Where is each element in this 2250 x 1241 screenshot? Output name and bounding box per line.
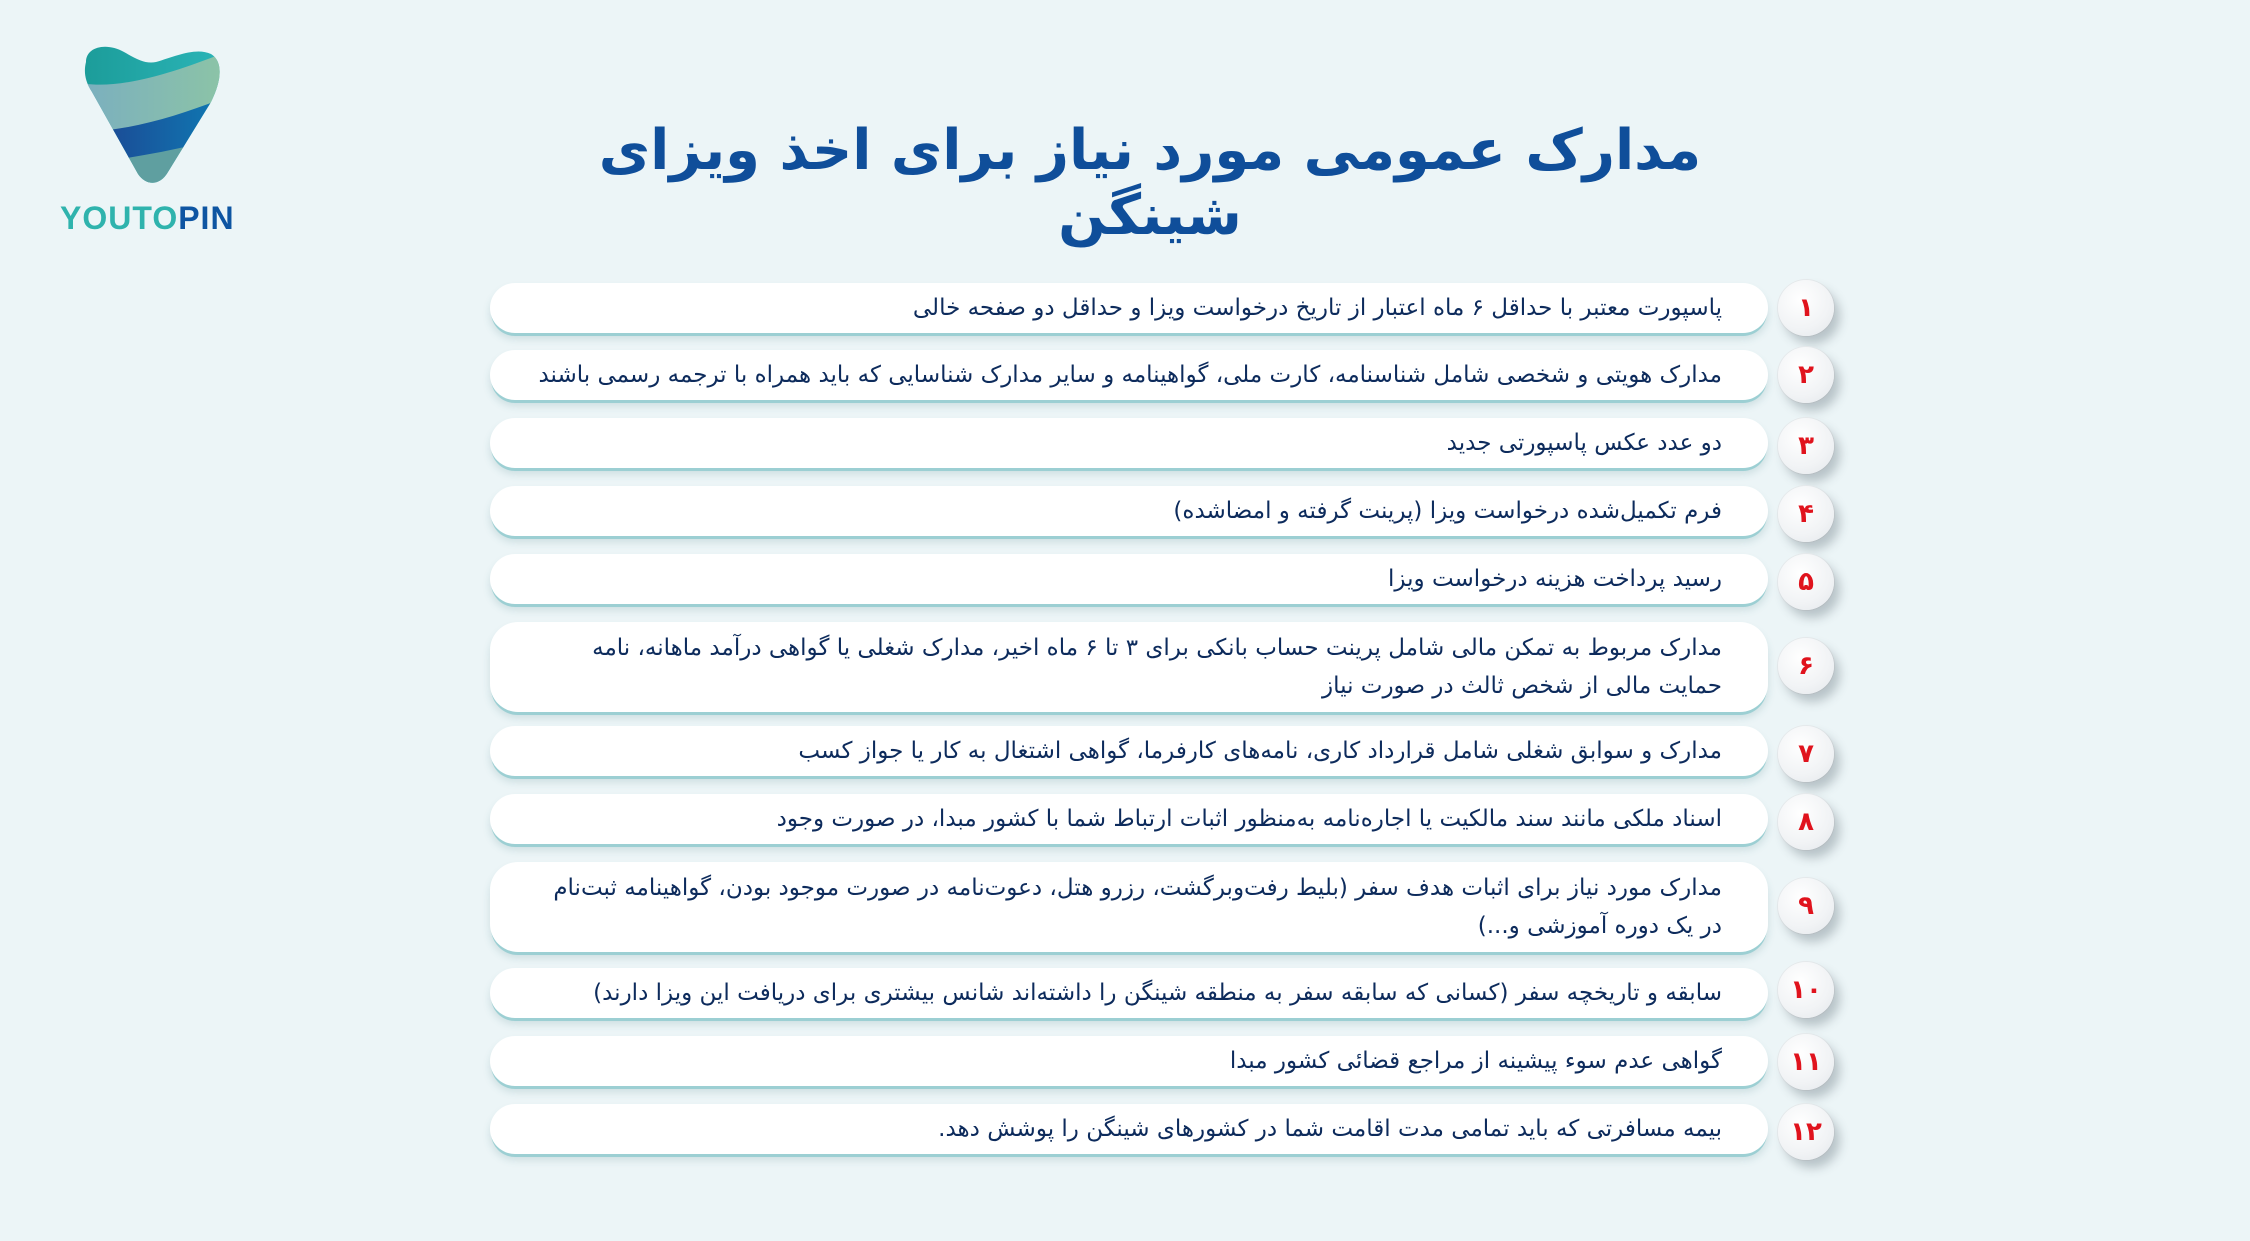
heart-v-icon — [76, 42, 226, 192]
item-number-badge: ۹ — [1778, 878, 1834, 934]
item-pill — [490, 350, 1768, 400]
item-text: مدارک مربوط به تمکن مالی شامل پرینت حساب بانکی برای ۳ تا ۶ ماه اخیر، مدارک شغلی یا گواهی درآمد ماهانه، نامه حمایت مالی از شخص ثالث در صورت نیاز — [592, 635, 1722, 699]
item-number-badge: ۱۰ — [1778, 962, 1834, 1018]
item-pill — [490, 862, 1768, 952]
item-text: دو عدد عکس پاسپورتی جدید — [1446, 430, 1722, 456]
item-text: پاسپورت معتبر با حداقل ۶ ماه اعتبار از تاریخ درخواست ویزا و حداقل دو صفحه خالی — [912, 295, 1722, 321]
item-number-badge: ۱۲ — [1778, 1104, 1834, 1160]
item-pill — [490, 726, 1768, 776]
item-text: مدارک هویتی و شخصی شامل شناسنامه، کارت ملی، گواهینامه و سایر مدارک شناسایی که باید همراه با ترجمه رسمی باشند — [538, 362, 1722, 388]
item-text: اسناد ملکی مانند سند مالکیت یا اجاره‌نامه به‌منظور اثبات ارتباط شما با کشور مبدا، در صورت وجود — [776, 806, 1722, 832]
list-item — [490, 486, 1890, 536]
item-text: رسید پرداخت هزینه درخواست ویزا — [1388, 566, 1722, 592]
item-number-badge: ۱ — [1778, 280, 1834, 336]
item-pill — [490, 968, 1768, 1018]
item-number-badge: ۱۱ — [1778, 1034, 1834, 1090]
item-pill — [490, 794, 1768, 844]
item-number-badge: ۸ — [1778, 794, 1834, 850]
item-pill — [490, 1104, 1768, 1154]
list-item — [490, 283, 1890, 333]
list-item — [490, 726, 1890, 776]
item-pill — [490, 486, 1768, 536]
item-number-badge: ۶ — [1778, 638, 1834, 694]
list-item — [490, 554, 1890, 604]
item-number-badge: ۴ — [1778, 486, 1834, 542]
item-text: مدارک مورد نیاز برای اثبات هدف سفر (بلیط رفت‌وبرگشت، رزرو هتل، دعوت‌نامه در صورت موجود بودن، گواهینامه ثبت‌نام در یک دوره آموزشی و...) — [553, 875, 1722, 939]
list-item — [490, 1104, 1890, 1154]
list-item — [490, 350, 1890, 400]
item-number-badge: ۵ — [1778, 554, 1834, 610]
item-text: گواهی عدم سوء پیشینه از مراجع قضائی کشور مبدا — [1229, 1048, 1722, 1074]
item-text: فرم تکمیل‌شده درخواست ویزا (پرینت گرفته و امضاشده) — [1173, 498, 1722, 524]
item-number-badge: ۲ — [1778, 347, 1834, 403]
list-item — [490, 968, 1890, 1018]
list-item — [490, 622, 1890, 712]
list-item — [490, 794, 1890, 844]
item-text: سابقه و تاریخچه سفر (کسانی که سابقه سفر به منطقه شینگن را داشته‌اند شانس بیشتری برای دریافت این ویزا دارند) — [593, 980, 1722, 1006]
item-pill — [490, 554, 1768, 604]
item-pill — [490, 283, 1768, 333]
item-number-badge: ۳ — [1778, 418, 1834, 474]
item-pill — [490, 418, 1768, 468]
page-title: مدارک عمومی مورد نیاز برای اخذ ویزای شینگن — [598, 118, 1702, 248]
item-text: مدارک و سوابق شغلی شامل قرارداد کاری، نامه‌های کارفرما، گواهی اشتغال به کار یا جواز کسب — [798, 738, 1722, 764]
list-item — [490, 862, 1890, 952]
list-item — [490, 418, 1890, 468]
brand-name: YOUTOPIN — [60, 200, 235, 236]
item-pill — [490, 1036, 1768, 1086]
item-number-badge: ۷ — [1778, 726, 1834, 782]
item-text: بیمه مسافرتی که باید تمامی مدت اقامت شما در کشورهای شینگن را پوشش دهد. — [938, 1116, 1722, 1142]
list-item — [490, 1036, 1890, 1086]
item-pill — [490, 622, 1768, 712]
